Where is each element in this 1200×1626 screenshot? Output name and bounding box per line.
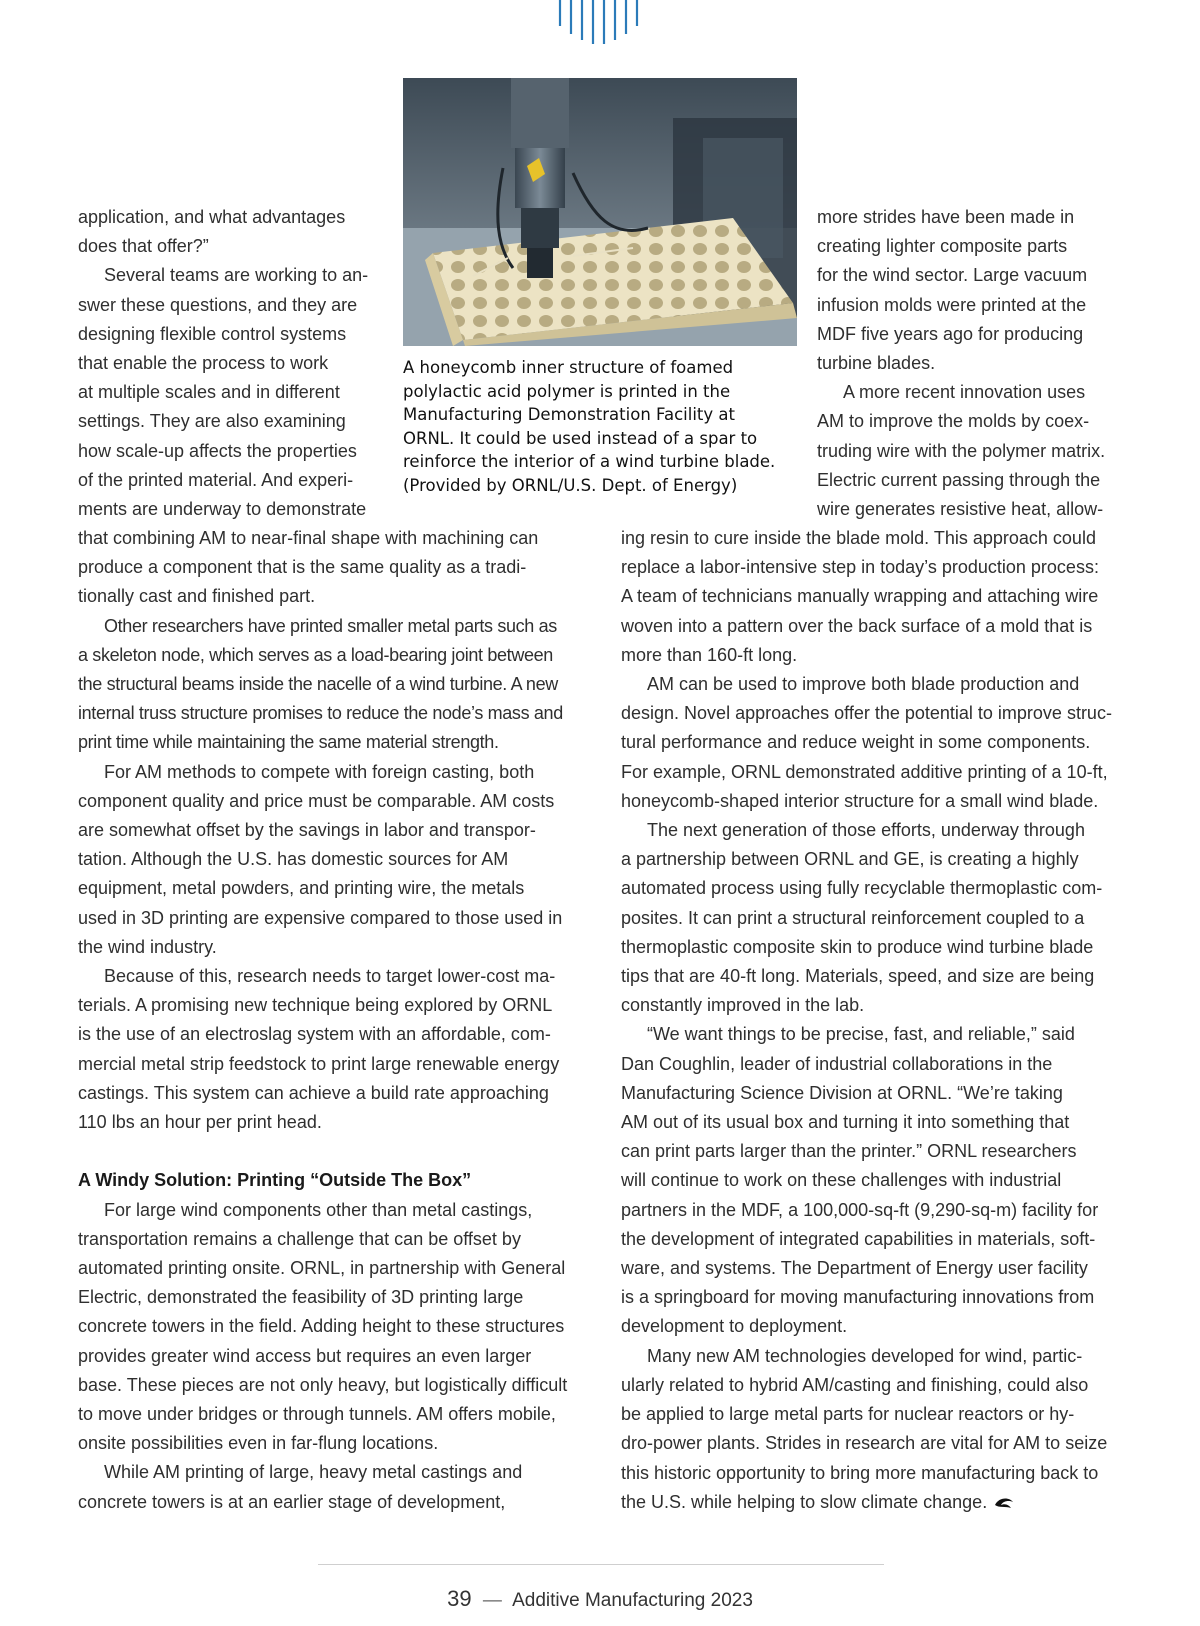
section-heading: A Windy Solution: Printing “Outside The Box” bbox=[78, 1170, 472, 1191]
text-line: honeycomb-shaped interior structure for a small wind blade. bbox=[621, 790, 1099, 811]
text-line: is a springboard for moving manufacturing innovations from bbox=[621, 1287, 1095, 1308]
text-line: application, and what advantages bbox=[78, 207, 346, 227]
text-line: base. These pieces are not only heavy, but logistically difficult bbox=[78, 1374, 568, 1395]
text-line: more strides have been made in bbox=[817, 207, 1075, 227]
text-line: posites. It can print a structural reinforcement coupled to a bbox=[621, 907, 1085, 928]
text-line: this historic opportunity to bring more manufacturing back to bbox=[621, 1462, 1099, 1483]
text-line: While AM printing of large, heavy metal castings and bbox=[104, 1462, 523, 1483]
page-footer bbox=[0, 1586, 1200, 1612]
caption-line: reinforce the interior of a wind turbine blade. bbox=[403, 452, 776, 471]
text-line bbox=[621, 1488, 1112, 1517]
caption-line: A honeycomb inner structure of foamed bbox=[403, 358, 734, 377]
text-line: for the wind sector. Large vacuum bbox=[817, 265, 1088, 286]
text-line: For large wind components other than metal castings, bbox=[104, 1199, 533, 1220]
text-line: Electric, demonstrated the feasibility of 3D printing large bbox=[78, 1287, 524, 1308]
text-line: “We want things to be precise, fast, and reliable,” said bbox=[647, 1024, 1075, 1045]
text-line: concrete towers in the field. Adding height to these structures bbox=[78, 1316, 565, 1337]
printer-photo bbox=[403, 78, 797, 346]
left-column-main bbox=[78, 524, 567, 1517]
text-line: constantly improved in the lab. bbox=[621, 995, 865, 1016]
text-line: tation. Although the U.S. has domestic sources for AM bbox=[78, 849, 509, 870]
text-line: tural performance and reduce weight in some components. bbox=[621, 732, 1091, 753]
text-line: the structural beams inside the nacelle of a wind turbine. A new bbox=[78, 674, 558, 695]
end-of-article-icon bbox=[993, 1496, 1015, 1510]
text-line: will continue to work on these challenges with industrial bbox=[621, 1170, 1062, 1191]
text-line: The next generation of those efforts, underway through bbox=[647, 820, 1085, 841]
text-line: ularly related to hybrid AM/casting and finishing, could also bbox=[621, 1374, 1089, 1395]
honeycomb-print-illustration bbox=[403, 78, 797, 346]
footer-separator: — bbox=[482, 1590, 502, 1611]
text-line: does that offer?” bbox=[78, 236, 209, 257]
text-line: Electric current passing through the bbox=[817, 469, 1101, 490]
text-line: woven into a pattern over the back surface of a mold that is bbox=[621, 615, 1093, 636]
text-line: used in 3D printing are expensive compared to those used in bbox=[78, 907, 563, 928]
text-line: Dan Coughlin, leader of industrial collaborations in the bbox=[621, 1053, 1053, 1074]
text-line: a partnership between ORNL and GE, is creating a highly bbox=[621, 849, 1079, 870]
text-line: at multiple scales and in different bbox=[78, 382, 340, 403]
page-number: 39 bbox=[447, 1586, 472, 1611]
text-line: are somewhat offset by the savings in labor and transpor- bbox=[78, 820, 536, 841]
vertical-bars-decoration bbox=[558, 0, 642, 46]
text-line: internal truss structure promises to reduce the node’s mass and bbox=[78, 703, 563, 724]
text-line: For AM methods to compete with foreign casting, both bbox=[104, 761, 535, 782]
text-line: can print parts larger than the printer.” ORNL researchers bbox=[621, 1141, 1077, 1162]
caption-line: Manufacturing Demonstration Facility at bbox=[403, 405, 735, 424]
text-line: AM can be used to improve both blade production and bbox=[647, 674, 1080, 695]
text-line: equipment, metal powders, and printing wire, the metals bbox=[78, 878, 525, 899]
text-line: that combining AM to near-final shape with machining can bbox=[78, 528, 539, 548]
caption-line: ORNL. It could be used instead of a spar to bbox=[403, 428, 758, 448]
last-line-text: the U.S. while helping to slow climate change. bbox=[621, 1491, 988, 1512]
text-line: tips that are 40-ft long. Materials, speed, and size are being bbox=[621, 966, 1095, 987]
text-line: partners in the MDF, a 100,000-sq-ft (9,290-sq-m) facility for bbox=[621, 1199, 1099, 1220]
text-line: a skeleton node, which serves as a load-bearing joint between bbox=[78, 644, 553, 665]
text-line: of the printed material. And experi- bbox=[78, 469, 354, 490]
text-line: to move under bridges or through tunnels. AM offers mobile, bbox=[78, 1404, 556, 1425]
text-line: concrete towers is at an earlier stage of development, bbox=[78, 1491, 506, 1512]
text-line: swer these questions, and they are bbox=[78, 294, 358, 315]
caption-line: polylactic acid polymer is printed in the bbox=[403, 381, 731, 401]
text-line: terials. A promising new technique being explored by ORNL bbox=[78, 995, 553, 1016]
text-line: transportation remains a challenge that can be offset by bbox=[78, 1228, 521, 1249]
text-line: castings. This system can achieve a build rate approaching bbox=[78, 1082, 549, 1103]
text-line: truding wire with the polymer matrix. bbox=[817, 440, 1106, 461]
text-line: A team of technicians manually wrapping and attaching wire bbox=[621, 586, 1099, 607]
text-line: ments are underway to demonstrate bbox=[78, 499, 367, 520]
text-line: AM out of its usual box and turning it into something that bbox=[621, 1112, 1070, 1133]
text-line: ware, and systems. The Department of Energy user facility bbox=[621, 1258, 1088, 1279]
text-line: more than 160-ft long. bbox=[621, 644, 798, 665]
photo-caption bbox=[403, 356, 793, 497]
text-line: Several teams are working to an- bbox=[104, 265, 369, 286]
text-line: be applied to large metal parts for nuclear reactors or hy- bbox=[621, 1404, 1075, 1425]
text-line: onsite possibilities even in far-flung locations. bbox=[78, 1433, 439, 1454]
text-line: is the use of an electroslag system with an affordable, com- bbox=[78, 1024, 551, 1045]
text-line: wire generates resistive heat, allow- bbox=[817, 499, 1104, 520]
text-line: print time while maintaining the same material strength. bbox=[78, 732, 499, 753]
right-column-top bbox=[817, 203, 1105, 524]
text-line: produce a component that is the same quality as a tradi- bbox=[78, 557, 527, 578]
text-line: Other researchers have printed smaller metal parts such as bbox=[104, 615, 557, 636]
text-line: AM to improve the molds by coex- bbox=[817, 411, 1090, 432]
text-line: the wind industry. bbox=[78, 936, 217, 957]
text-line: turbine blades. bbox=[817, 353, 936, 374]
publication-title: Additive Manufacturing 2023 bbox=[512, 1590, 753, 1611]
text-line: replace a labor-intensive step in today’s production process: bbox=[621, 557, 1099, 578]
text-line: designing flexible control systems bbox=[78, 323, 347, 344]
left-column-top bbox=[78, 203, 368, 524]
text-line: how scale-up affects the properties bbox=[78, 440, 357, 461]
text-line: component quality and price must be comparable. AM costs bbox=[78, 790, 555, 811]
footer-divider bbox=[318, 1564, 884, 1565]
text-line: A more recent innovation uses bbox=[843, 382, 1086, 403]
text-line: automated printing onsite. ORNL, in partnership with General bbox=[78, 1258, 566, 1279]
text-line: settings. They are also examining bbox=[78, 411, 346, 432]
text-line: ing resin to cure inside the blade mold. This approach could bbox=[621, 528, 1096, 548]
text-line: the development of integrated capabilities in materials, soft- bbox=[621, 1228, 1096, 1249]
text-line: MDF five years ago for producing bbox=[817, 323, 1084, 344]
text-line: 110 lbs an hour per print head. bbox=[78, 1112, 322, 1133]
text-line: tionally cast and finished part. bbox=[78, 586, 316, 607]
text-line: development to deployment. bbox=[621, 1316, 848, 1337]
text-line: dro-power plants. Strides in research are vital for AM to seize bbox=[621, 1433, 1108, 1454]
caption-line: (Provided by ORNL/U.S. Dept. of Energy) bbox=[403, 475, 738, 495]
text-line: automated process using fully recyclable thermoplastic com- bbox=[621, 878, 1103, 899]
text-line: For example, ORNL demonstrated additive printing of a 10-ft, bbox=[621, 761, 1108, 782]
text-line: infusion molds were printed at the bbox=[817, 294, 1087, 315]
text-line: design. Novel approaches offer the potential to improve struc- bbox=[621, 703, 1112, 724]
text-line: thermoplastic composite skin to produce wind turbine blade bbox=[621, 936, 1094, 957]
text-line: provides greater wind access but requires an even larger bbox=[78, 1345, 532, 1366]
text-line: Many new AM technologies developed for wind, partic- bbox=[647, 1345, 1083, 1366]
text-line: Because of this, research needs to target lower-cost ma- bbox=[104, 966, 556, 987]
right-column-main bbox=[621, 524, 1112, 1517]
text-line: creating lighter composite parts bbox=[817, 236, 1068, 257]
text-line: that enable the process to work bbox=[78, 353, 329, 374]
text-line: Manufacturing Science Division at ORNL. “We’re taking bbox=[621, 1082, 1063, 1103]
text-line: mercial metal strip feedstock to print large renewable energy bbox=[78, 1053, 560, 1074]
